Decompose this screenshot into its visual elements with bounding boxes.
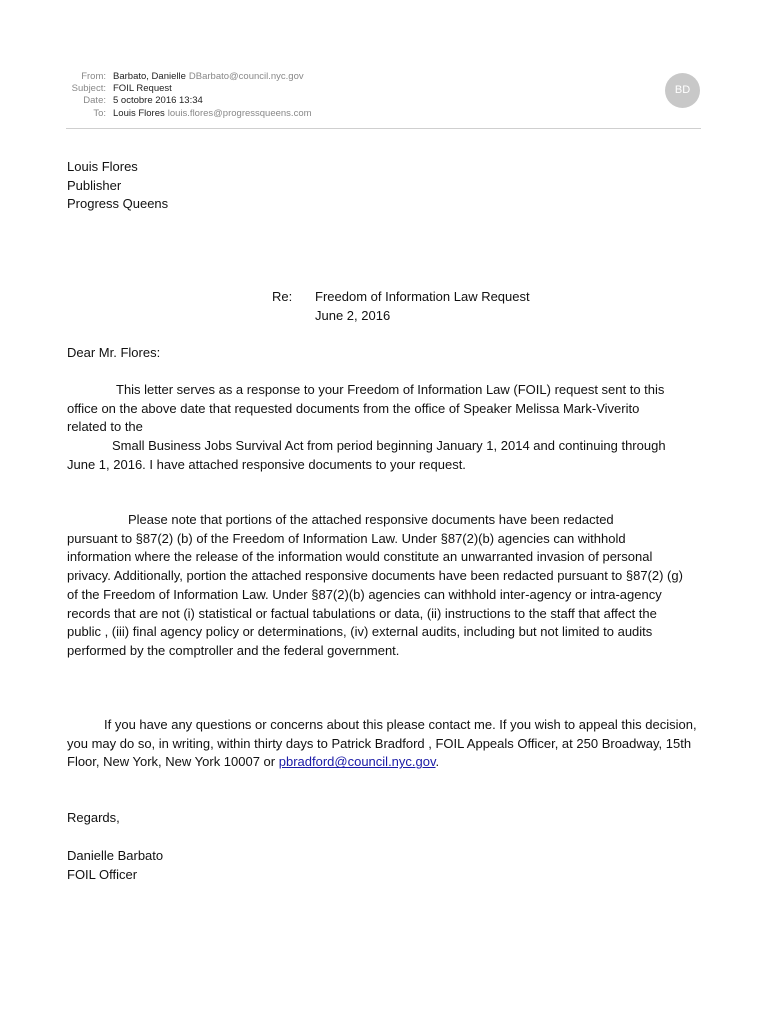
from-label: From: bbox=[81, 71, 106, 82]
header-divider bbox=[66, 128, 701, 129]
paragraph-1 bbox=[67, 381, 707, 475]
recipient-title: Publisher bbox=[67, 177, 122, 193]
salutation: Dear Mr. Flores: bbox=[67, 345, 161, 360]
signer-title: FOIL Officer bbox=[67, 866, 138, 882]
from-address[interactable]: DBarbato@council.nyc.gov bbox=[188, 71, 304, 82]
to-address[interactable]: louis.flores@progressqueens.com bbox=[167, 108, 312, 119]
subject-label: Subject: bbox=[71, 83, 106, 94]
para3-text: If you have any questions or concerns about this please contact me. If you wish to appeal this decision, you may do so, in writing, within thirty days to Patrick Bradford , FOIL Appeals Officer, at 250 Broadway, 15th Floor, New York, New York 10007 or bbox=[67, 717, 697, 770]
subject-value: FOIL Request bbox=[113, 83, 172, 94]
para1-line: Small Business Jobs Survival Act from period beginning January 1, 2014 and continuing through bbox=[112, 438, 666, 454]
from-name: Barbato, Danielle bbox=[113, 71, 186, 82]
recipient-name: Louis Flores bbox=[67, 159, 138, 174]
date-value: 5 octobre 2016 13:34 bbox=[113, 95, 203, 106]
re-date: June 2, 2016 bbox=[315, 308, 391, 323]
para1-line: office on the above date that requested documents from the office of Speaker Melissa Mark-Viverito bbox=[67, 400, 640, 416]
para3-body bbox=[67, 716, 699, 772]
para2-body: pursuant to §87(2) (b) of the Freedom of Information Law. Under §87(2)(b) agencies can withhold information where the release of the information would constitute an unwarranted invasion of personal privacy. Additionally, portion the attached responsive documents have been redacted pursuant to §87(2) (g) of the Freedom of Information Law. Under §87(2)(b) agencies can withhold inter-agency or intra-agency records that are not (i) statistical or factual tabulations or data, (ii) instructions to the staff that affect the public , (iii) final agency policy or determinations, (iv) external audits, including but not limited to audits performed by the comptroller and the federal government. bbox=[67, 530, 683, 658]
signer-name: Danielle Barbato bbox=[67, 848, 164, 863]
avatar: BD bbox=[665, 73, 700, 108]
para1-line: June 1, 2016. I have attached responsive documents to your request. bbox=[67, 456, 466, 472]
para1-line: related to the bbox=[67, 419, 143, 435]
para3-end: . bbox=[435, 754, 440, 770]
closing: Regards, bbox=[67, 810, 120, 825]
para1-line: This letter serves as a response to your Freedom of Information Law (FOIL) request sent to this bbox=[116, 382, 665, 397]
to-label: To: bbox=[93, 108, 106, 119]
to-value bbox=[113, 108, 312, 120]
paragraph-3 bbox=[67, 716, 699, 772]
para2-first-line: Please note that portions of the attached responsive documents have been redacted bbox=[128, 512, 614, 527]
recipient-org: Progress Queens bbox=[67, 196, 169, 212]
recipient-block bbox=[67, 158, 707, 214]
signature-block bbox=[67, 847, 707, 884]
to-name: Louis Flores bbox=[113, 108, 165, 119]
from-value bbox=[113, 71, 304, 83]
re-label: Re: bbox=[272, 289, 293, 304]
re-subject: Freedom of Information Law Request bbox=[315, 289, 530, 304]
paragraph-2 bbox=[67, 511, 692, 661]
date-label: Date: bbox=[83, 95, 106, 106]
appeals-email-link[interactable]: pbradford@council.nyc.gov bbox=[278, 754, 436, 770]
